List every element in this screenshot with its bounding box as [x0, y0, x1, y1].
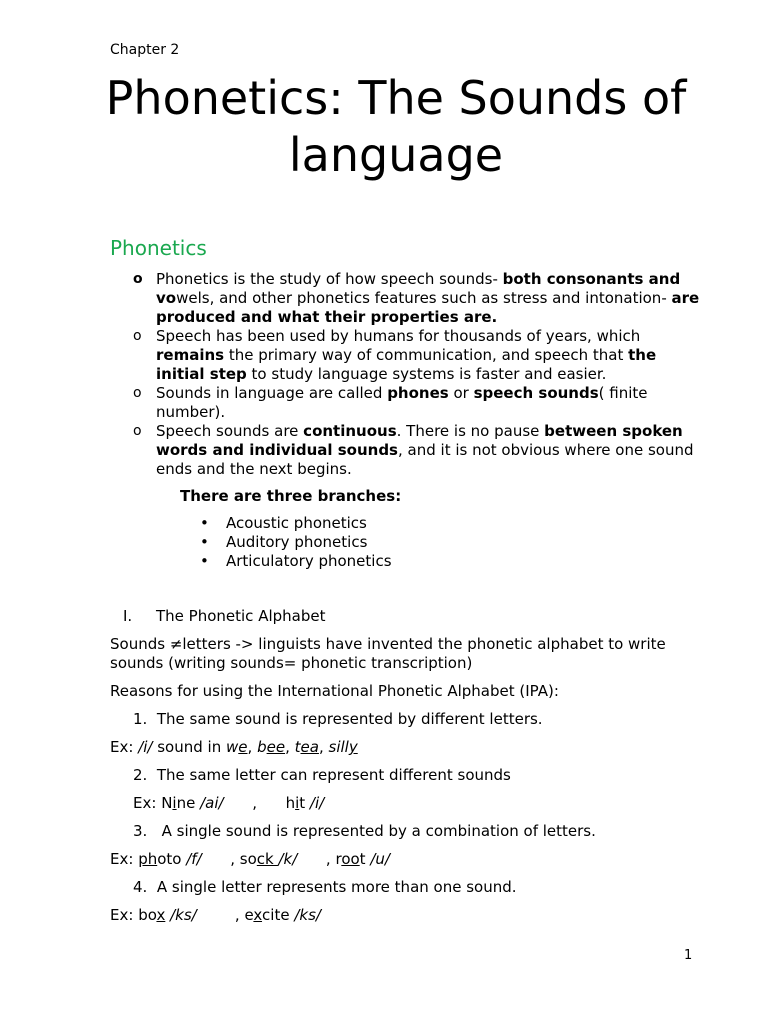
ipa-symbol: /f/	[186, 850, 202, 868]
ipa-symbol: /ai/	[200, 794, 224, 812]
reason-text: A single letter represents more than one sound.	[156, 878, 517, 896]
bullet-marker: o	[133, 423, 142, 439]
section-title-text: The Phonetic Alphabet	[156, 607, 326, 625]
example-word: hit	[285, 794, 310, 812]
bullet-marker: o	[133, 271, 143, 287]
example-word: photo	[138, 850, 187, 868]
branch-label: Articulatory phonetics	[226, 552, 392, 570]
reason-text: The same sound is represented by different letters.	[156, 710, 543, 728]
bullet-icon: •	[200, 552, 209, 570]
example-line	[110, 738, 358, 757]
reason-number: 2.	[133, 766, 148, 784]
list-item	[200, 514, 392, 533]
bullet-marker: o	[133, 328, 142, 344]
item-text: to study language systems is faster and easier.	[246, 365, 607, 383]
example-line	[133, 794, 324, 813]
example-word: tea	[294, 738, 319, 756]
reason-number: 1.	[133, 710, 148, 728]
example-line	[110, 906, 321, 925]
item-text: . There is no pause	[396, 422, 545, 440]
section-title	[123, 607, 325, 625]
ipa-symbol: /ks/	[294, 906, 321, 924]
item-text-bold: remains	[156, 346, 225, 364]
bullet-marker: o	[133, 385, 142, 401]
example-label: Ex:	[110, 906, 139, 924]
section-number: I.	[123, 607, 133, 625]
example-word: silly	[328, 738, 358, 756]
item-text: , and it is not obvious where one sound ends and the next begins.	[156, 441, 694, 478]
branches-list	[200, 514, 392, 571]
ipa-symbol: /k/	[278, 850, 298, 868]
bullet-icon: •	[200, 533, 209, 551]
list-item	[133, 327, 703, 384]
ipa-symbol: /i/	[138, 738, 153, 756]
ipa-symbol: /i/	[309, 794, 325, 812]
item-text-bold: both consonants and vo	[156, 270, 681, 307]
item-text: Speech has been used by humans for thousands of years, which	[156, 327, 641, 345]
reason-number: 3.	[133, 822, 148, 840]
item-text: wels, and other phonetics features such as stress and intonation-	[176, 289, 672, 307]
example-label: Ex:	[133, 794, 162, 812]
example-line	[110, 850, 390, 869]
item-text: Sounds in language are called	[156, 384, 388, 402]
page-title: Phonetics: The Sounds of language	[105, 71, 687, 182]
reason-item	[133, 878, 517, 897]
chapter-label: Chapter 2	[110, 42, 180, 58]
item-text-bold: between spoken words and individual sounds	[156, 422, 683, 459]
branch-label: Auditory phonetics	[226, 533, 368, 551]
item-text: Phonetics is the study of how speech sounds-	[156, 270, 503, 288]
separator: ,	[325, 850, 331, 868]
reason-item	[133, 710, 543, 729]
list-item	[200, 552, 392, 571]
item-text-bold: are produced and what their properties are.	[156, 289, 700, 326]
separator: ,	[234, 906, 240, 924]
example-label: Ex:	[110, 850, 139, 868]
bullet-icon: •	[200, 514, 209, 532]
list-item	[133, 270, 703, 327]
item-text: Speech sounds are	[156, 422, 304, 440]
ipa-symbol: /u/	[370, 850, 390, 868]
item-text: the primary way of communication, and speech that	[224, 346, 629, 364]
item-text: or	[448, 384, 474, 402]
example-word: sock	[239, 850, 279, 868]
item-text-bold: speech sounds	[473, 384, 599, 402]
section-heading: Phonetics	[110, 236, 207, 260]
example-label: Ex:	[110, 738, 139, 756]
example-word: bee	[257, 738, 286, 756]
item-text-bold: phones	[387, 384, 449, 402]
paragraph: Sounds ≠letters -> linguists have invented the phonetic alphabet to write sounds (writing sounds= phonetic transcription)	[110, 635, 666, 672]
example-word: box	[138, 906, 166, 924]
separator: ,	[318, 738, 324, 756]
reason-item	[133, 766, 511, 785]
ipa-symbol: /ks/	[170, 906, 197, 924]
reason-item	[133, 822, 596, 841]
example-word: root	[335, 850, 371, 868]
item-text: ( finite number).	[156, 384, 648, 421]
branches-heading: There are three branches:	[180, 487, 402, 505]
reason-number: 4.	[133, 878, 148, 896]
separator: ,	[252, 794, 257, 812]
intro-list	[133, 270, 703, 479]
reason-text: The same letter can represent different sounds	[156, 766, 511, 784]
paragraph: Reasons for using the International Phonetic Alphabet (IPA):	[110, 682, 559, 700]
page-number: 1	[684, 948, 693, 963]
reason-text: A single sound is represented by a combination of letters.	[156, 822, 596, 840]
example-word: excite	[244, 906, 295, 924]
example-word: Nine	[161, 794, 201, 812]
example-text: sound in	[152, 738, 226, 756]
item-text-bold: continuous	[303, 422, 397, 440]
separator: ,	[247, 738, 253, 756]
branch-label: Acoustic phonetics	[226, 514, 367, 532]
item-text-bold: the initial step	[156, 346, 657, 383]
separator: ,	[285, 738, 290, 756]
example-word: we	[225, 738, 248, 756]
separator: ,	[230, 850, 236, 868]
list-item	[200, 533, 392, 552]
list-item	[133, 422, 703, 479]
list-item	[133, 384, 703, 422]
